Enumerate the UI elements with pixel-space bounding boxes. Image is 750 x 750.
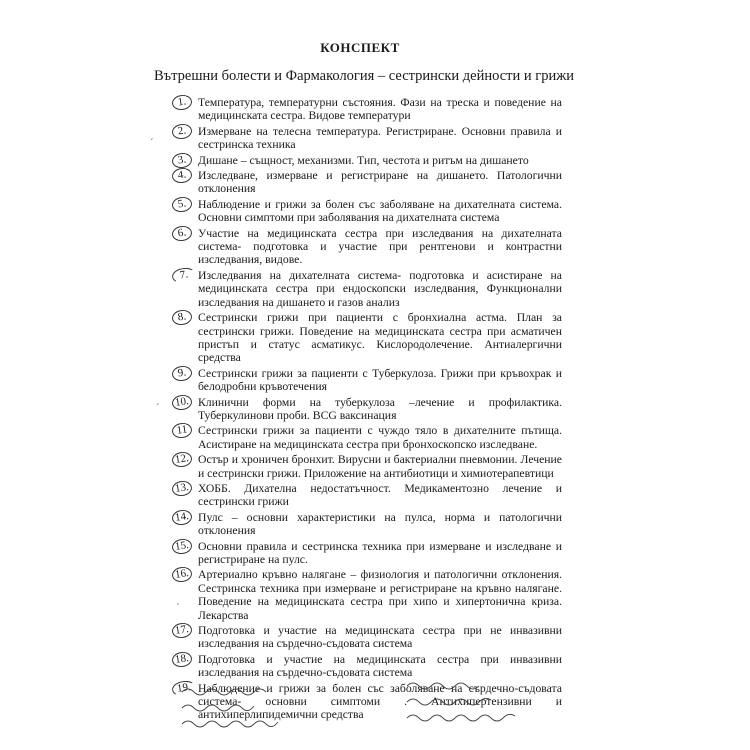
topic-item [172, 396, 562, 423]
margin-tick-icon: ˏ [176, 595, 180, 606]
topic-text: Температура, температурни състояния. Фази на треска и поведение на медицинската сестра. Видове температури [198, 96, 562, 123]
topic-number: 2. [171, 122, 193, 140]
topic-item [172, 154, 562, 167]
document-title: КОНСПЕКТ [320, 40, 400, 55]
topic-item [172, 269, 562, 309]
topic-text: Измерване на телесна температура. Регистриране. Основни правила и сестринска техника [198, 124, 562, 152]
topic-number: 13. [171, 480, 193, 498]
topic-text: Наблюдение и грижи за болен със заболяване на дихателната система. Основни симптоми при заболявания на дихателната система [198, 197, 562, 225]
topic-text: Сестрински грижи за пациенти с чуждо тяло в дихателните пътища. Асистиране на медицинската сестра при бронхоскопско изследване. [198, 424, 562, 451]
margin-tick-icon: ˏ [150, 130, 154, 141]
topic-item [172, 453, 562, 480]
topic-number: 9. [171, 364, 193, 382]
topic-item [172, 227, 562, 267]
topic-number: 10. [171, 393, 193, 411]
topic-number: 6. [171, 224, 193, 242]
topic-number: 1. [171, 94, 193, 112]
topic-number: 5. [171, 196, 193, 214]
topic-number: 17. [171, 622, 193, 640]
topic-text: Подготовка и участие на медицинската сестра при инвазивни изследвания на сърдечно-съдовата система [198, 652, 562, 680]
topic-text: Остър и хроничен бронхит. Вирусни и бактериални пневмонии. Лечение и сестрински грижи. Приложение на антибиотици и химиотерапевтици [198, 453, 562, 480]
topic-item [172, 624, 562, 651]
topic-text: Основни правила и сестринска техника при измерване и изследване и регистриране на пулс. [198, 539, 562, 566]
topic-item [172, 511, 562, 538]
topic-text: Артериално кръвно налягане – физиология и патологични отклонения. Сестринска техника при измерване и регистриране на кръвно налягане. Поведение на медицинската сестра при хипо и хипертонична криза. Лекарства [198, 568, 562, 622]
topic-number: 11 [171, 422, 193, 440]
topic-item [172, 568, 562, 622]
topic-list [172, 96, 562, 724]
topic-item [172, 424, 562, 451]
topic-item [172, 96, 562, 123]
handwritten-note-right-icon [405, 676, 535, 726]
topic-number: 12. [171, 451, 193, 469]
topic-text: Клинични форми на туберкулоза –лечение и профилактика. Туберкулинови проби. BCG ваксинация [198, 395, 562, 422]
topic-text: Изследване, измерване и регистриране на дишането. Патологични отклонения [198, 169, 562, 196]
topic-text: Наблюдение и грижи за болен със заболяване на сърдечно-съдовата система- основни симптоми . Антихипертензивни и антихиперлипидемични средства [198, 681, 562, 722]
topic-item [172, 198, 562, 225]
topic-text: Пулс – основни характеристики на пулса, норма и патологични отклонения [198, 510, 562, 538]
topic-number: 18. [171, 651, 193, 669]
topic-text: Изследвания на дихателната система- подготовка и асистиране на медицинската сестра при ендоскопски изследвания, Функционални изследвания на дишането и газов анализ [198, 268, 562, 309]
topic-number: 7. [171, 266, 197, 284]
topic-text: Сестрински грижи за пациенти с Туберкулоза. Грижи при кръвохрак и белодробни кръвотечения [198, 366, 562, 394]
topic-number: 3. [171, 151, 193, 169]
topic-item [172, 169, 562, 196]
topic-item [172, 482, 562, 509]
handwritten-note-left-icon [180, 682, 310, 732]
topic-item [172, 311, 562, 365]
topic-text: Подготовка и участие на медицинската сестра при не инвазивни изследвания на сърдечно-съдовата система [198, 624, 562, 651]
topic-item [172, 367, 562, 394]
topic-text: ХОББ. Дихателна недостатъчност. Медикаментозно лечение и сестрински грижи [198, 481, 562, 509]
topic-text: Дишане – същност, механизми. Тип, честота и ритъм на дишането [198, 153, 529, 167]
topic-text: Сестрински грижи при пациенти с бронхиална астма. План за сестрински грижи. Поведение на медицинската сестра при асматичен пристъп и статус асматикус. Кислородолечение. Антиалергични средства [198, 311, 562, 365]
topic-number: 4. [171, 167, 193, 185]
topic-number: 15. [171, 537, 193, 555]
topic-number: 14. [171, 508, 193, 526]
document-subtitle: Вътрешни болести и Фармакология – сестрински дейности и грижи [153, 68, 575, 84]
topic-number: 19. [171, 679, 197, 697]
margin-tick-icon: ˏ [156, 395, 160, 406]
topic-number: 16. [171, 566, 193, 584]
topic-text: Участие на медицинската сестра при изследвания на дихателната система- подготовка и участие при рентгенови и контрастни изследвания, видове. [198, 226, 562, 267]
topic-item [172, 540, 562, 567]
topic-number: 8. [171, 309, 193, 327]
topic-item [172, 125, 562, 152]
